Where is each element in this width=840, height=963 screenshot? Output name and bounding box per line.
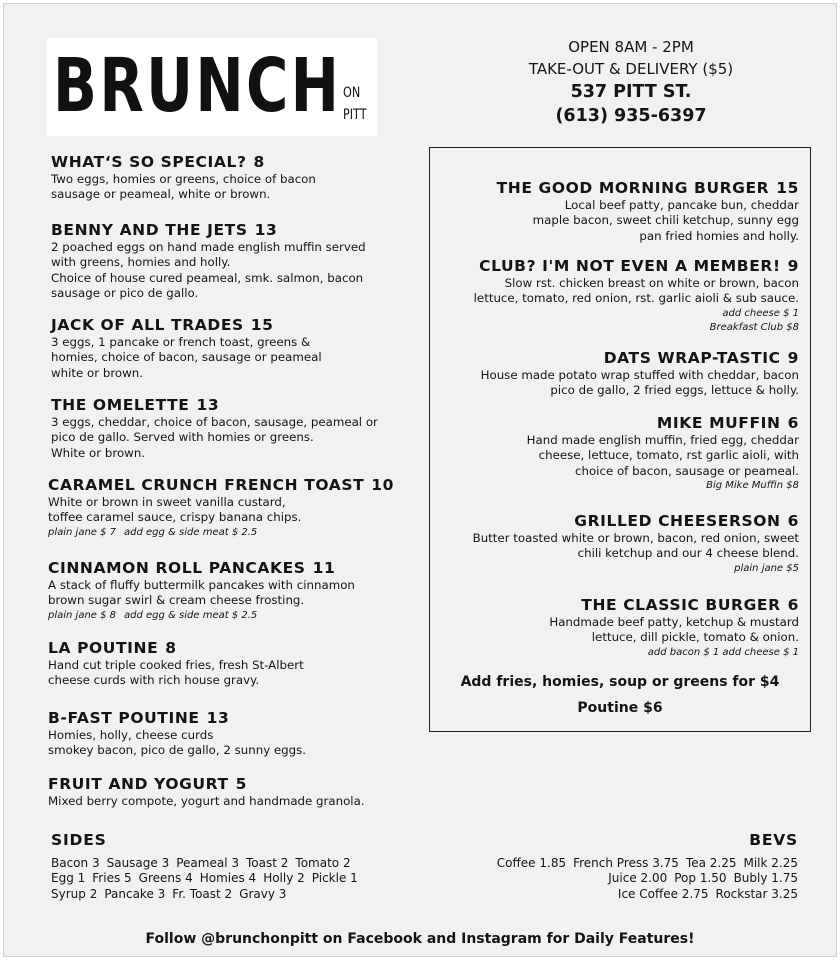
- bevs-row: Coffee 1.85 French Press 3.75 Tea 2.25 Milk 2.25: [496, 856, 798, 870]
- menu-item: THE OMELETTE 13 3 eggs, cheddar, choice of bacon, sausage, peameal or pico de gallo. Served with homies or greens. White or brown.: [51, 396, 378, 460]
- sides-section: [51, 830, 365, 902]
- menu-item: THE CLASSIC BURGER 6 Handmade beef patty, ketchup & mustard lettuce, dill pickle, tomato & onion. add bacon $ 1 add cheese $ 1: [549, 596, 799, 658]
- bevs-row: Ice Coffee 2.75 Rockstar 3.25: [617, 886, 798, 901]
- item-title: BENNY AND THE JETS 13: [51, 221, 278, 239]
- item-title: DATS WRAP-TASTIC 9: [603, 349, 799, 367]
- sides-row: Egg 1 Fries 5 Greens 4 Homies 4 Holly 2 Pickle 1: [51, 871, 358, 886]
- menu-item: WHAT‘S SO SPECIAL? 8 Two eggs, homies or greens, choice of bacon sausage or peameal, white or brown.: [51, 153, 316, 202]
- menu-item: B-FAST POUTINE 13 Homies, holly, cheese curds smokey bacon, pico de gallo, 2 sunny eggs.: [48, 709, 307, 758]
- menu-item: THE GOOD MORNING BURGER 15 Local beef patty, pancake bun, cheddar maple bacon, sweet chili ketchup, sunny egg pan fried homies and holly.: [496, 179, 799, 243]
- item-title: MIKE MUFFIN 6: [656, 414, 799, 432]
- item-title: THE GOOD MORNING BURGER 15: [496, 179, 799, 197]
- address: 537 PITT ST.: [570, 82, 692, 102]
- item-title: CLUB? I'M NOT EVEN A MEMBER! 9: [479, 257, 799, 275]
- menu-item: FRUIT AND YOGURT 5 Mixed berry compote, yogurt and handmade granola.: [48, 775, 365, 808]
- bevs-section: [490, 830, 798, 902]
- menu-item: MIKE MUFFIN 6 Hand made english muffin, fried egg, cheddar cheese, lettuce, tomato, rst garlic aioli, with choice of bacon, sausage or peameal. Big Mike Muffin $8: [526, 414, 799, 492]
- item-title: JACK OF ALL TRADES 15: [51, 316, 274, 334]
- item-title: THE OMELETTE 13: [51, 396, 220, 414]
- social-footer: Follow @brunchonpitt on Facebook and Instagram for Daily Features!: [145, 931, 695, 947]
- sides-row: Bacon 3 Sausage 3 Peameal 3 Toast 2 Tomato 2: [51, 856, 351, 870]
- logo-brunch-text: BRUNCH: [53, 43, 342, 129]
- menu-item: LA POUTINE 8 Hand cut triple cooked fries, fresh St-Albert cheese curds with rich house gravy.: [48, 639, 304, 688]
- menu-item: BENNY AND THE JETS 13 2 poached eggs on hand made english muffin served with greens, homies and holly. Choice of house cured peameal, smk. salmon, bacon sausage or pico de gallo.: [51, 221, 366, 301]
- logo-on-pitt: ON PITT: [343, 85, 367, 123]
- menu-item: GRILLED CHEESERSON 6 Butter toasted white or brown, bacon, red onion, sweet chili ketchup and our 4 cheese blend. plain jane $5: [472, 512, 799, 574]
- hours: OPEN 8AM - 2PM: [568, 38, 694, 56]
- brunch-logo: [47, 38, 377, 136]
- takeout-delivery: TAKE-OUT & DELIVERY ($5): [528, 60, 734, 78]
- item-title: CINNAMON ROLL PANCAKES 11: [48, 559, 336, 577]
- menu-item: CARAMEL CRUNCH FRENCH TOAST 10 White or brown in sweet vanilla custard, toffee caramel sauce, crispy banana chips. plain jane $ 7 add egg & side meat $ 2.5: [48, 476, 395, 538]
- item-title: CARAMEL CRUNCH FRENCH TOAST 10: [48, 476, 395, 494]
- menu-item: JACK OF ALL TRADES 15 3 eggs, 1 pancake or french toast, greens & homies, choice of bacon, sausage or peameal white or brown.: [51, 316, 322, 380]
- menu-item: DATS WRAP-TASTIC 9 House made potato wrap stuffed with cheddar, bacon pico de gallo, 2 fried eggs, lettuce & holly.: [480, 349, 799, 398]
- menu-page: [3, 3, 837, 957]
- sides-title: SIDES: [51, 831, 107, 849]
- featured-box: [429, 147, 811, 732]
- phone: (613) 935-6397: [555, 106, 707, 126]
- bevs-title: BEVS: [749, 831, 798, 849]
- add-ons: Add fries, homies, soup or greens for $4 Poutine $6: [460, 674, 780, 716]
- item-title: B-FAST POUTINE 13: [48, 709, 230, 727]
- item-title: WHAT‘S SO SPECIAL? 8: [51, 153, 265, 171]
- restaurant-info: [504, 36, 758, 128]
- menu-item: CINNAMON ROLL PANCAKES 11 A stack of fluffy buttermilk pancakes with cinnamon brown sugar swirl & cream cheese frosting. plain jane $ 8 add egg & side meat $ 2.5: [48, 559, 355, 621]
- bevs-row: Juice 2.00 Pop 1.50 Bubly 1.75: [608, 871, 798, 886]
- menu-item: CLUB? I'M NOT EVEN A MEMBER! 9 Slow rst. chicken breast on white or brown, bacon lettuce, tomato, red onion, rst. garlic aioli & sub sauce. add cheese $ 1 Breakfast Club $8: [473, 257, 799, 333]
- item-title: FRUIT AND YOGURT 5: [48, 775, 248, 793]
- item-title: GRILLED CHEESERSON 6: [574, 512, 799, 530]
- item-title: THE CLASSIC BURGER 6: [581, 596, 799, 614]
- sides-row: Syrup 2 Pancake 3 Fr. Toast 2 Gravy 3: [51, 886, 287, 901]
- item-title: LA POUTINE 8: [48, 639, 177, 657]
